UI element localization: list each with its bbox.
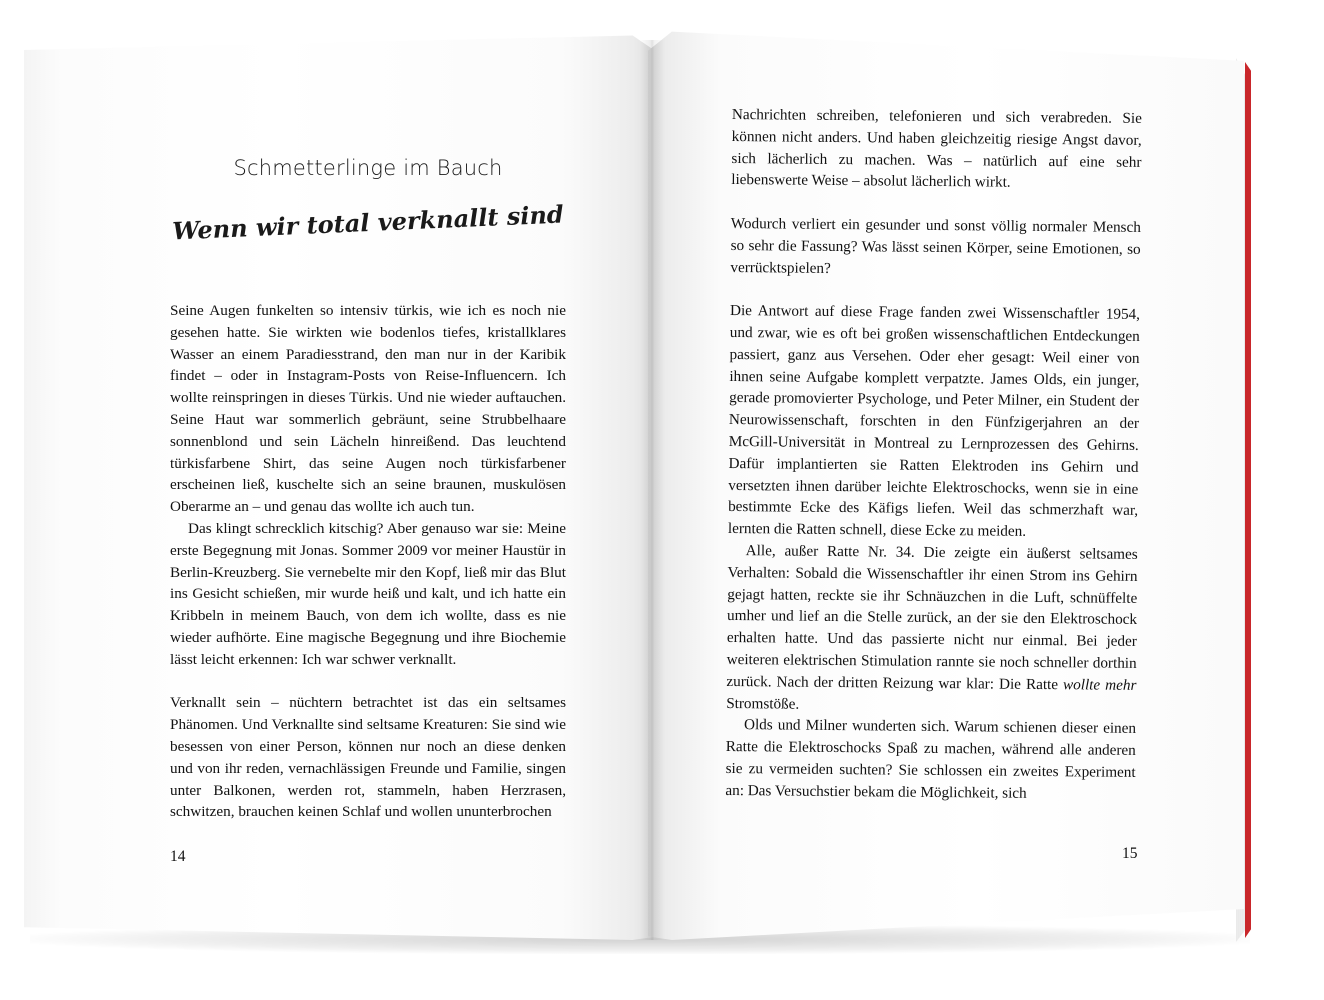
paragraph: Nachrichten schreiben, telefonieren und sich verabreden. Sie können nicht anders. Und haben gleichzeitig riesige Angst davor, sich lächerlich zu machen. Was – natürlich auf eine sehr liebenswerte Weise – absolut lächerlich wirkt. <box>731 105 1142 192</box>
paragraph-text: Stromstöße. <box>726 694 800 713</box>
paragraph <box>726 540 1138 718</box>
paragraph: Seine Augen funkelten so intensiv türkis, wie ich es noch nie gesehen hatte. Sie wirkten wie bodenlos tiefes, kristallklares Wasser an einem Paradiesstrand, den man nur in der Karibik findet – oder in Instagram-Posts von Reise-Influencern. Ich wollte reinspringen in dieses Türkis. Und nie wieder auftauchen. Seine Haut war sommerlich gebräunt, seine Strubbelhaare sonnenblond und sein Lächeln hinreißend. Das leuchtend türkisfarbene Shirt, das seine Augen noch türkisfarbener erscheinen ließ, kuschelte sich an seine braunen, muskulösen Oberarme an – und genau das wollte ich auch tun. <box>170 302 566 516</box>
book-gutter <box>640 40 664 940</box>
paragraph: Wodurch verliert ein gesunder und sonst völlig normaler Mensch so sehr die Fassung? Was lässt seinen Körper, seine Emotionen, so verrücktspielen? <box>730 214 1141 277</box>
paragraph: Die Antwort auf diese Frage fanden zwei Wissenschaftler 1954, und zwar, wie es oft bei großen wissenschaftlichen Entdeckungen passiert, ganz aus Versehen. Oder eher gesagt: Weil einer von ihnen seine Aufgabe komplett verpatzte. James Olds, ein junger, gerade promovierter Psychologe, und Peter Milner, ein Student der Neurowissenschaft, forschten in den Fünfzigerjahren an der McGill-Universität in Montreal zu Lernprozessen des Gehirns. Dafür implantierten sie Ratten Elektroden ins Gehirn und versetzten ihnen darüber leichte Elektroschocks, wenn sie in eine bestimmte Ecke des Käfigs liefen. Weil das schmerzhaft war, lernten die Ratten schnell, diese Ecke zu meiden. <box>727 302 1141 540</box>
chapter-title: Schmetterlinge im Bauch <box>233 156 503 180</box>
right-page-body <box>725 104 1142 805</box>
paragraph: Das klingt schrecklich kitschig? Aber genauso war sie: Meine erste Begegnung mit Jonas. Sommer 2009 vor meiner Haustür in Berlin-Kreuzberg. Sie vernebelte mir den Kopf, ließ mir das Blut ins Gesicht schießen, mir wurde heiß und kalt, und ich hatte ein Kribbeln in meinem Bauch, von dem ich wollte, dass es nie wieder aufhörte. Eine magische Begegnung und ihre Biochemie lässt leicht erkennen: Ich war schwer verknallt. <box>170 519 566 668</box>
paragraph: Olds und Milner wunderten sich. Warum schienen dieser einen Ratte die Elektroschocks Spaß zu machen, während alle anderen sie zu vermeiden suchten? Sie schlossen ein zweites Experiment an: Das Versuchstier bekam die Möglichkeit, sich <box>725 716 1137 802</box>
emphasis-text: wollte mehr <box>1062 675 1137 694</box>
paragraph: Verknallt sein – nüchtern betrachtet ist das ein seltsames Phänomen. Und Verknallte sind seltsame Kreaturen: Sie sind wie besessen von einer Person, können nur noch an diese denken und von ihr reden, vernachlässigen Freunde und Familie, singen unter Balkonen, werden rot, stammeln, haben Herzrasen, schwitzen, brauchen keinen Schlaf und wollen ununterbrochen <box>170 694 566 821</box>
chapter-subtitle: Wenn wir total verknallt sind <box>171 199 565 246</box>
page-number-right: 15 <box>1122 845 1138 862</box>
paragraph-text: Alle, außer Ratte Nr. 34. Die zeigte ein äußerst seltsames Verhalten: Sobald die Wissenschaftler ihr einen Strom ins Gehirn gejagt hatten, reckte sie ihr Schnäuzchen in die Luft, schnüffelte umher und lief an die Stelle zurück, an der sie den Elektroschock erhalten hatte. Und das passierte nicht nur einmal. Bei jeder weiteren elektrischen Stimulation rannte sie noch schneller dorthin zurück. Nach der dritten Reizung war klar: <box>726 542 1138 693</box>
left-page-body <box>170 300 566 823</box>
paragraph-text: Die Ratte <box>998 675 1064 693</box>
page-number-left: 14 <box>170 848 186 865</box>
cover-edge <box>1245 62 1251 938</box>
